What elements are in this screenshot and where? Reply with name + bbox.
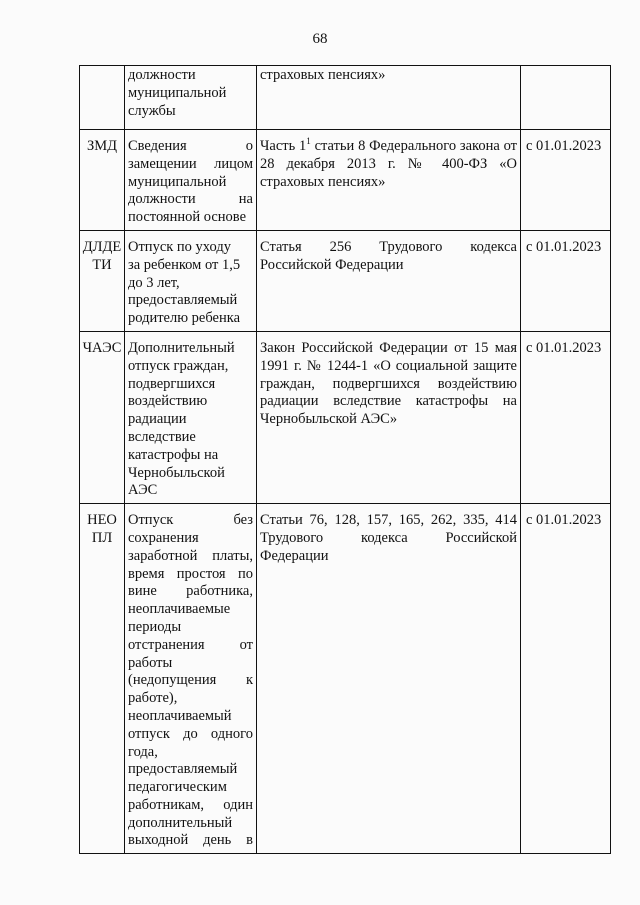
table-row [80,66,611,130]
code-cell: ЗМД [80,130,125,231]
name-line: педагогическим [128,779,227,796]
basis-superscript: 1 [306,136,311,147]
basis-text: Часть 1 [260,138,307,154]
name-cell [125,130,257,231]
name-line: работникам, один [128,796,253,813]
name-line: муниципальной [128,84,227,101]
name-line: периоды [128,618,182,635]
name-line: Отпуск по уходу [128,238,231,255]
name-line: Дополнительный [128,339,235,356]
date-cell: с 01.01.2023 [521,230,611,331]
name-line: катастрофы на [128,446,219,463]
name-line: время простоя по [128,565,253,582]
name-line: родителю ребенка [128,310,241,327]
name-line: выходной день в [128,832,253,849]
name-line: постоянной основе [128,209,247,226]
basis-cell: Статьи 76, 128, 157, 165, 262, 335, 414 Трудового кодекса Российской Федерации [257,504,521,854]
basis-cell: Статья 256 Трудового кодекса Российской Федерации [257,230,521,331]
date-cell: с 01.01.2023 [521,130,611,231]
date-cell: с 01.01.2023 [521,504,611,854]
name-line: подвергшихся [128,375,216,392]
name-line: радиации [128,411,187,428]
name-line: года, [128,743,158,760]
name-line: предоставляемый [128,761,238,778]
name-line: замещении лицом [128,155,253,172]
name-line: отпуск до одного [128,725,253,742]
name-cell [125,331,257,503]
benefit-codes-table [79,65,611,854]
name-line: сохранения [128,529,199,546]
name-line: отпуск граждан, [128,357,229,374]
name-line: неоплачиваемые [128,601,231,618]
name-line: отстранения от [128,636,253,653]
name-line: за ребенком от 1,5 [128,256,241,273]
table-row [80,504,611,854]
code-cell [80,66,125,130]
name-line: муниципальной [128,173,227,190]
name-line: работе), [128,690,178,707]
name-line: предоставляемый [128,292,238,309]
basis-cell: Закон Российской Федерации от 15 мая 1991 г. № 1244-1 «О социальной защите граждан, подвергшихся воздействию радиации вследствие катастрофы на Чернобыльской АЭС» [257,331,521,503]
code-cell: ДЛДЕТИ [80,230,125,331]
table-row [80,230,611,331]
basis-text: статьи 8 Федерального закона от 28 декабря 2013 г. № 400-ФЗ «О страховых пенсиях» [260,138,517,190]
name-line: должности [128,67,196,83]
name-line: неоплачиваемый [128,707,232,724]
name-line: должности на [128,191,253,208]
name-line: вследствие [128,428,196,445]
basis-cell: страховых пенсиях» [257,66,521,130]
name-cell [125,504,257,854]
name-line: (недопущения к [128,672,253,689]
name-cell [125,230,257,331]
name-line: АЭС [128,482,158,499]
basis-cell [257,130,521,231]
date-cell: с 01.01.2023 [521,331,611,503]
name-cell [125,66,257,130]
name-line: заработной платы, [128,547,253,564]
name-line: до 3 лет, [128,274,180,291]
code-cell: ЧАЭС [80,331,125,503]
name-line: работы [128,654,173,671]
name-line: Чернобыльской [128,464,225,481]
name-line: вине работника, [128,583,253,600]
date-cell [521,66,611,130]
code-cell: НЕОПЛ [80,504,125,854]
name-line: Отпуск без [128,512,253,529]
name-line: воздействию [128,393,208,410]
page-number: 68 [312,31,328,47]
table-row [80,331,611,503]
table-row [80,130,611,231]
name-line: службы [128,102,176,119]
name-line: дополнительный [128,814,233,831]
name-line: Сведения о [128,138,253,154]
